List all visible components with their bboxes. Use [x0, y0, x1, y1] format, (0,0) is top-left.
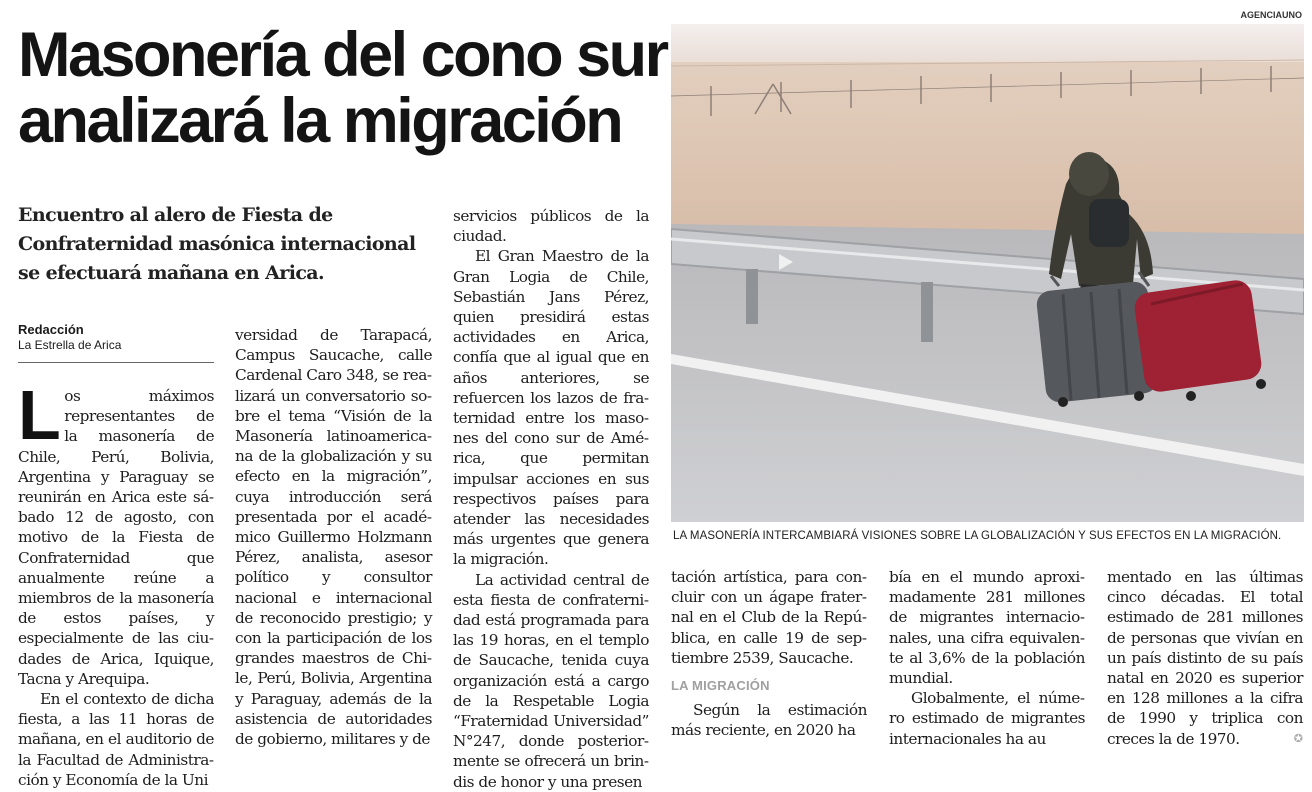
paragraph: En el contexto de dicha fiesta, a las 11 horas de mañana, en el auditorio de la Facultad de Administración y Economía de la Uni	[18, 690, 214, 789]
paragraph: servicios públicos de la ciudad.	[453, 207, 649, 246]
headline-line-2: analizará la migración	[18, 86, 622, 156]
paragraph: os máximos representantes de la masonería de Chile, Perú, Bolivia, Argentina y Paraguay se reunirán en Arica este sábado 12 de agosto, con motivo de la Fiesta de Confraternidad que anualmente reúne a miembros de la masonería de estos países, y especialmente de las ciudades de Arica, Iquique, Tacna y Arequipa.	[18, 387, 214, 688]
paragraph: mentado en las últimas cinco décadas. El total estimado de 281 millones de personas que vivían en un país distinto de su país natal en 2020 es superior en 128 millones a la cifra de 1990 y triplica con creces la de 1970.	[1107, 568, 1303, 748]
byline-divider	[18, 362, 214, 363]
article-column-2	[235, 325, 432, 749]
paragraph: Según la estimación más reciente, en 2020 ha	[671, 701, 867, 740]
paragraph: Globalmente, el número estimado de migrantes internacionales ha au	[889, 689, 1085, 748]
byline-organization: La Estrella de Arica	[18, 338, 122, 352]
deck	[18, 201, 438, 288]
article-column-6	[1107, 567, 1303, 749]
paragraph: El Gran Maestro de la Gran Logia de Chile, Sebastián Jans Pérez, quien presidirá estas actividades en Arica, confía que al igual que en años anteriores, se refuercen los lazos de fraternidad entre los masones del cono sur de América, que permitan impulsar acciones en sus respectivos países para atender las necesidades más urgentes que genera la migración.	[453, 247, 649, 569]
article-column-1	[18, 376, 214, 790]
paragraph: versidad de Tarapacá, Campus Saucache, calle Cardenal Caro 348, se realizará un conversatorio sobre el tema “Visión de la Masonería latinoamericana de la globalización y su efecto en la migración”, cuya introducción será presentada por el académico Guillermo Holzmann Pérez, analista, asesor político y consultor nacional e internacional de reconocido prestigio; y con la participación de los grandes maestros de Chile, Perú, Bolivia, Argentina y Paraguay, además de la asistencia de autoridades de gobierno, militares y de	[235, 326, 432, 749]
star-icon: ✪	[1293, 732, 1303, 745]
article-photo	[671, 24, 1304, 522]
deck-line-3: se efectuará mañana en Arica.	[18, 262, 325, 284]
paragraph: La actividad central de esta fiesta de confraternidad está programada para las 19 horas, en el templo de Saucache, tenida cuya organización está a cargo de la Respetable Logia “Fraternidad Universidad” N°247, donde posteriormente se ofrecerá un brindis de honor y una presen	[453, 570, 649, 791]
headline	[18, 22, 668, 154]
photo-credit: AGENCIAUNO	[1240, 10, 1302, 20]
headline-line-1: Masonería del cono sur	[18, 20, 667, 90]
paragraph: tación artística, para concluir con un ágape fraternal en el Club de la República, en calle 19 de septiembre 2539, Saucache.	[671, 568, 867, 667]
deck-line-2: Confraternidad masónica internacional	[18, 233, 416, 255]
deck-line-1: Encuentro al alero de Fiesta de	[18, 204, 333, 226]
paragraph: bía en el mundo aproximadamente 281 millones de migrantes internacionales, una cifra equivalente al 3,6% de la población mundial.	[889, 568, 1085, 688]
byline	[18, 321, 214, 353]
photo-caption: LA MASONERÍA INTERCAMBIARÁ VISIONES SOBRE LA GLOBALIZACIÓN Y SUS EFECTOS EN LA MIGRACIÓN.	[673, 530, 1282, 542]
article-column-3	[453, 206, 649, 792]
byline-name: Redacción	[18, 322, 84, 337]
article-column-4	[671, 567, 867, 741]
drop-cap: L	[18, 376, 61, 454]
article-column-5	[889, 567, 1085, 749]
section-subhead: LA MIGRACIÓN	[671, 678, 770, 694]
migrant-photo-illustration	[671, 24, 1304, 522]
